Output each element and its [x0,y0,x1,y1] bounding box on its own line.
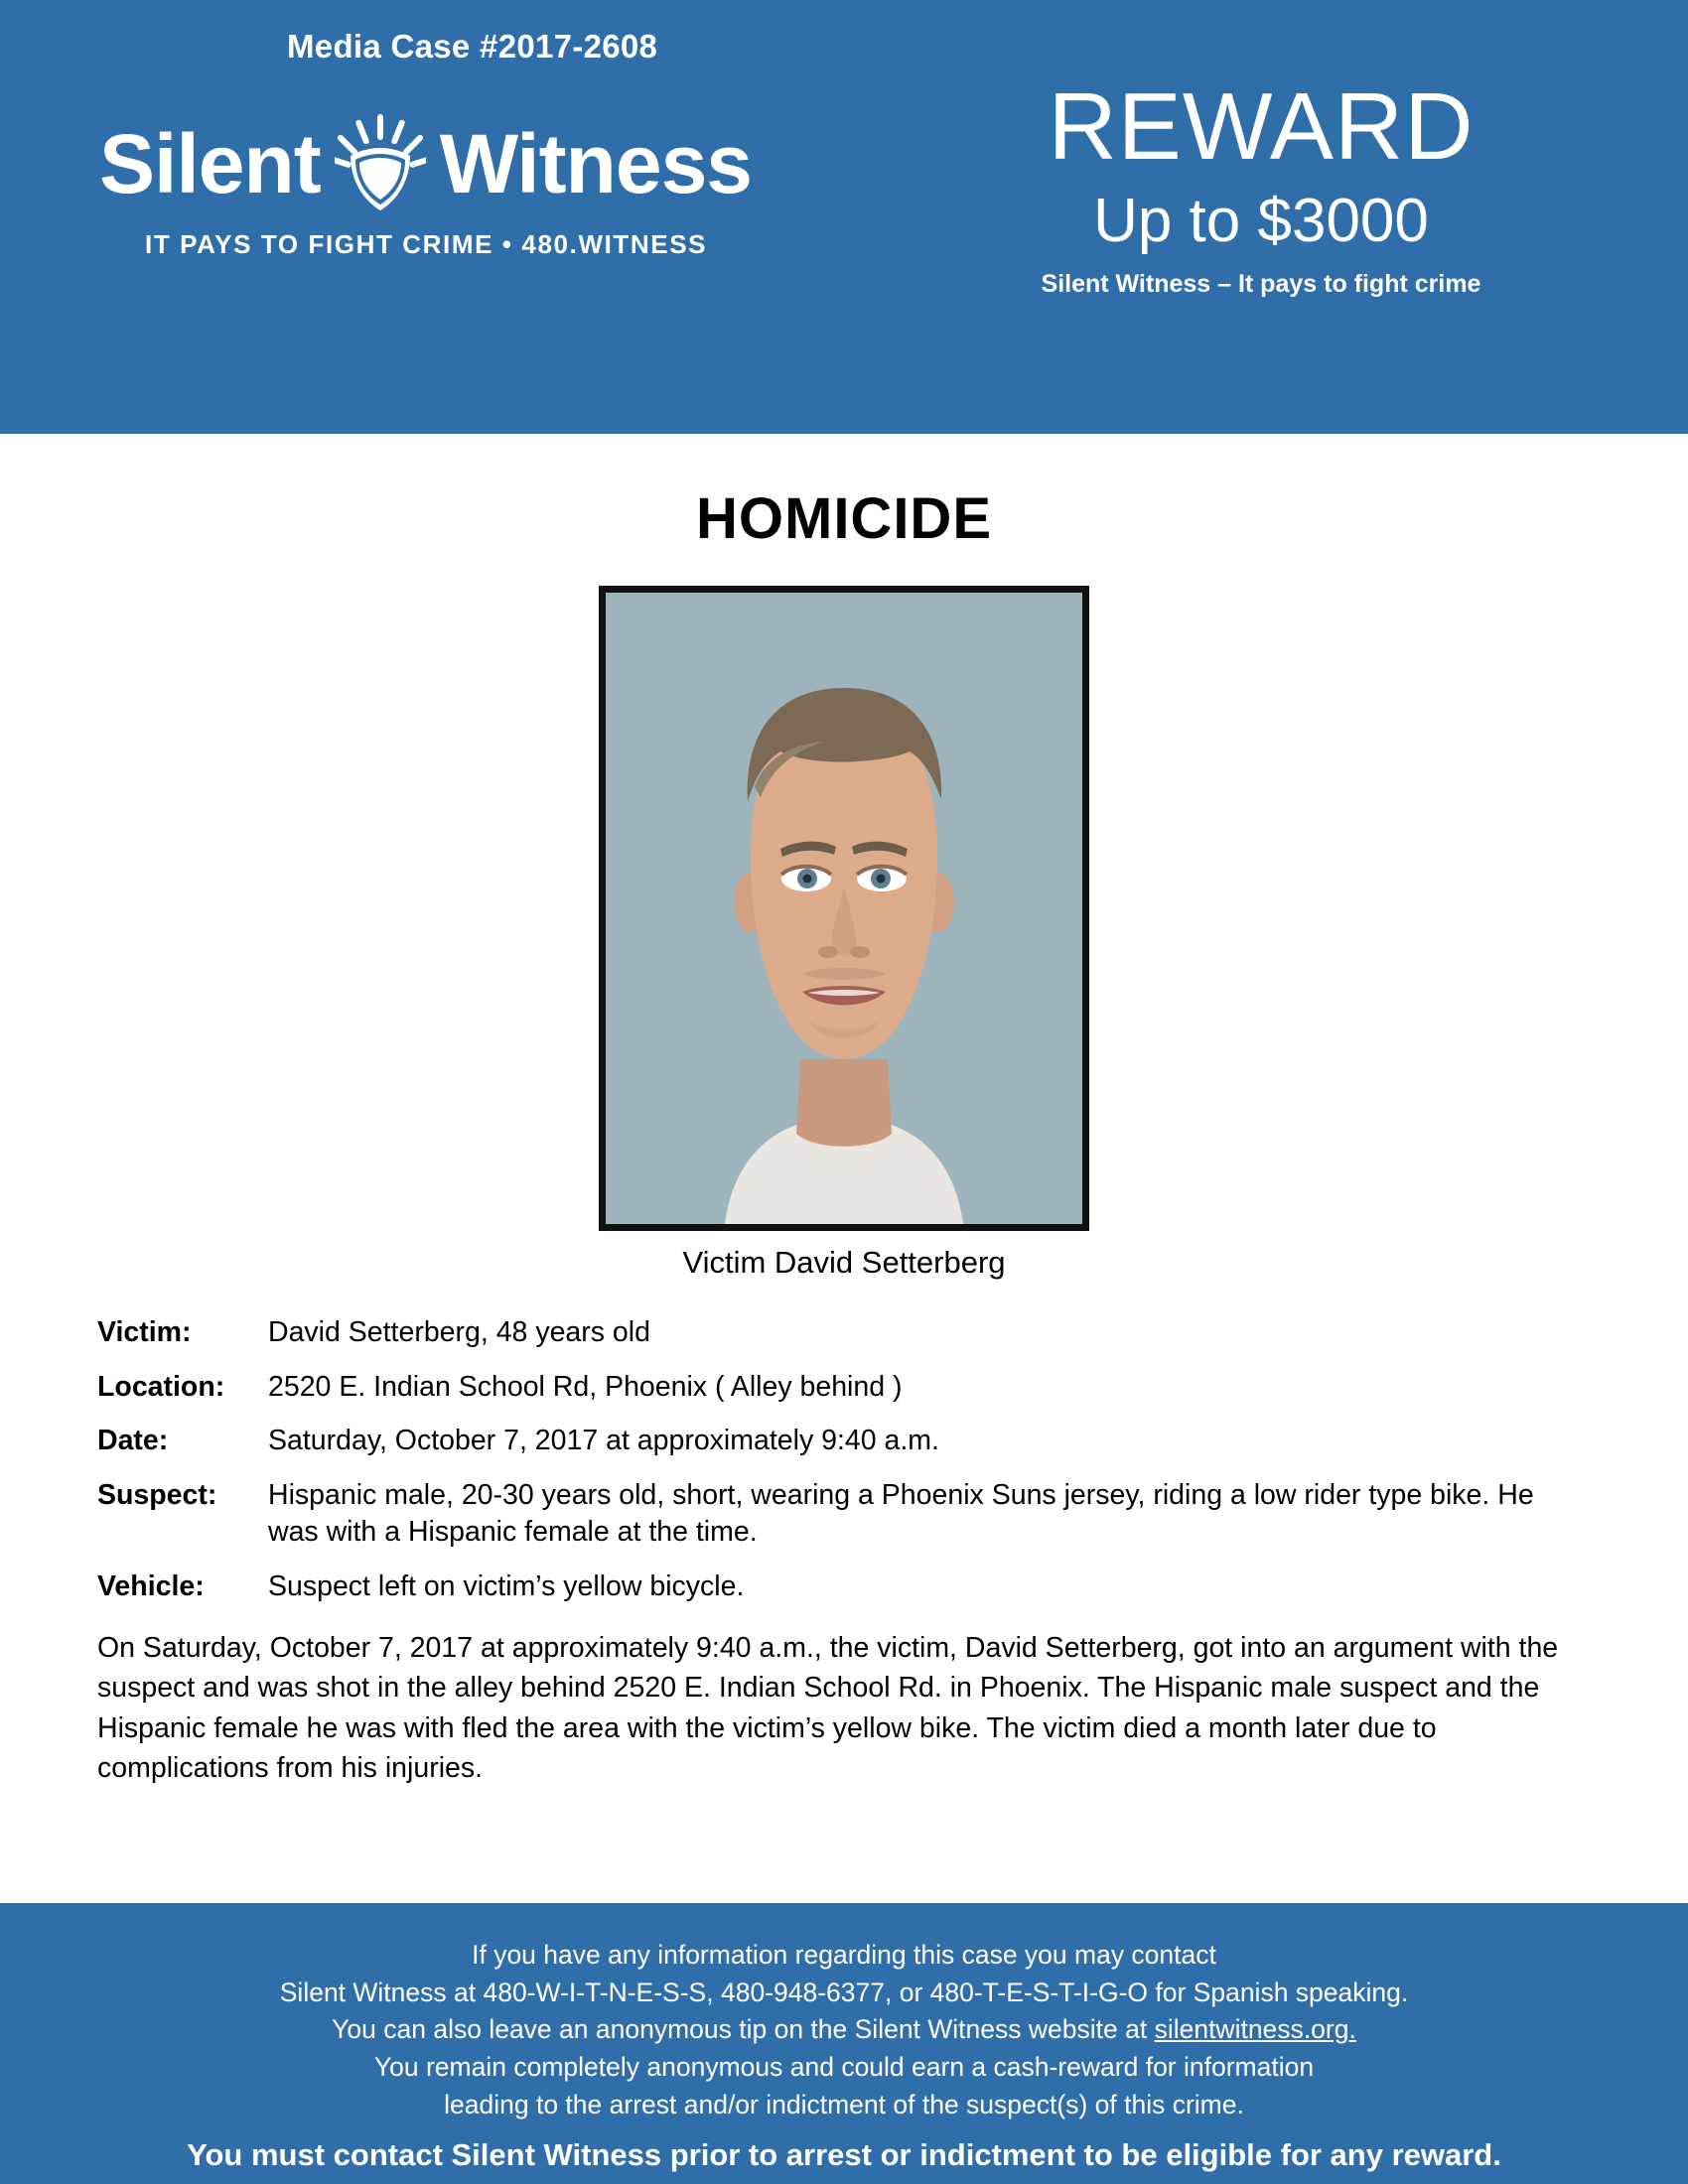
detail-value: David Setterberg, 48 years old [268,1316,650,1348]
detail-label: Suspect: [97,1478,217,1511]
reward-subtitle: Silent Witness – It pays to fight crime [1041,269,1481,298]
detail-row-victim [97,1314,1591,1352]
crime-type-title: HOMICIDE [696,486,992,551]
shield-burst-icon [335,114,426,213]
poster-footer [0,1903,1688,2184]
detail-label: Date: [97,1425,169,1457]
victim-photo [599,586,1089,1231]
detail-row-location [97,1369,1591,1407]
case-narrative: On Saturday, October 7, 2017 at approximately 9:40 a.m., the victim, David Setterberg, got into an argument with the suspect and was shot in the alley behind 2520 E. Indian School Rd. in Phoenix. The Hispanic male suspect and the Hispanic female he was with fled the area with the victim’s yellow bike. The victim died a month later due to complications from his injuries. [97,1631,1559,1785]
media-case-number: Media Case #2017-2608 [287,28,658,65]
footer-contact-line-1: If you have any information regarding this case you may contact [472,1940,1216,1970]
detail-row-vehicle [97,1569,1591,1606]
logo-word-silent: Silent [99,117,321,210]
logo-word-witness: Witness [439,117,753,210]
logo-tagline: IT PAYS TO FIGHT CRIME • 480.WITNESS [145,229,708,259]
footer-contact-line-4: You remain completely anonymous and could earn a cash-reward for information [373,2051,1315,2082]
detail-value: Hispanic male, 20-30 years old, short, wearing a Phoenix Suns jersey, riding a low rider type bike. He was with a Hispanic female at the time. [268,1478,1534,1549]
poster-header [0,0,1688,434]
poster-body [0,485,1688,1789]
victim-photo-block [599,586,1089,1281]
detail-label: Victim: [97,1316,192,1348]
victim-photo-caption: Victim David Setterberg [682,1245,1006,1280]
detail-value: Saturday, October 7, 2017 at approximately 9:40 a.m. [268,1425,939,1457]
detail-label: Vehicle: [97,1570,205,1603]
reward-block [943,73,1579,299]
silent-witness-logo [99,114,854,260]
footer-website-prefix: You can also leave an anonymous tip on the Silent Witness website at [332,2014,1155,2045]
case-details-list [97,1314,1591,1606]
detail-row-suspect [97,1477,1591,1552]
footer-contact-line-2: Silent Witness at 480-W-I-T-N-E-S-S, 480-948-6377, or 480-T-E-S-T-I-G-O for Spanish speaking. [279,1977,1409,2007]
silentwitness-website-link[interactable]: silentwitness.org. [1154,2014,1356,2045]
reward-amount: Up to $3000 [1093,187,1429,255]
detail-row-date [97,1423,1591,1460]
footer-eligibility-notice: You must contact Silent Witness prior to arrest or indictment to be eligible for any reward. [187,2137,1501,2173]
detail-value: 2520 E. Indian School Rd, Phoenix ( Alley behind ) [268,1370,903,1403]
detail-label: Location: [97,1370,225,1403]
footer-contact-line-3 [0,2011,1688,2049]
footer-contact-line-5: leading to the arrest and/or indictment of the suspect(s) of this crime. [444,2089,1244,2119]
detail-value: Suspect left on victim’s yellow bicycle. [268,1570,745,1603]
reward-title: REWARD [1048,73,1475,180]
